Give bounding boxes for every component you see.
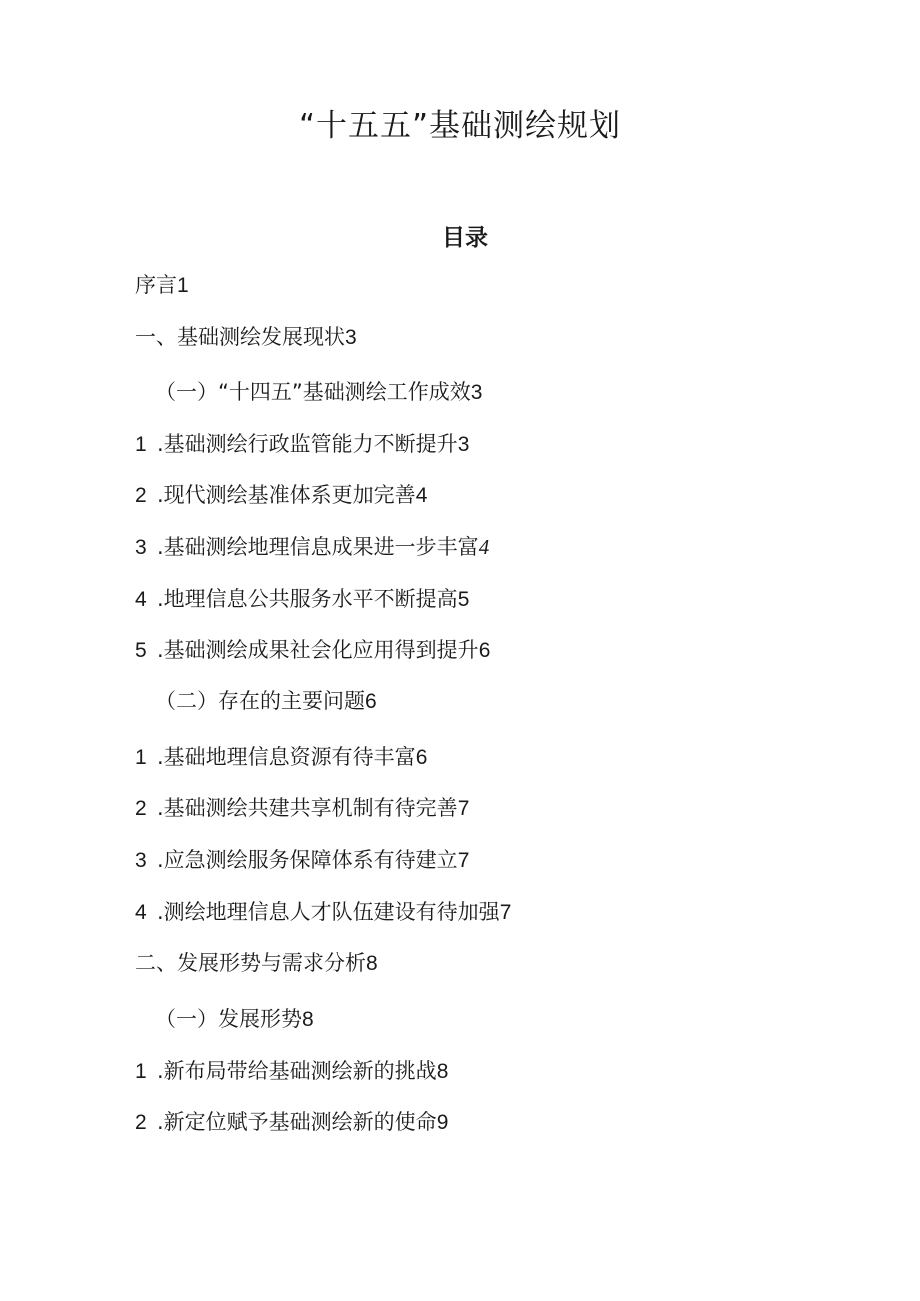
toc-entry[interactable]: [135, 584, 469, 615]
toc-entry-page-number: 7: [499, 901, 512, 924]
toc-entry-number: 5: [135, 639, 147, 662]
toc-entry[interactable]: [135, 948, 378, 979]
toc-entry-number: 2: [135, 484, 147, 507]
toc-entry[interactable]: [135, 793, 469, 824]
toc-entry[interactable]: [135, 897, 511, 928]
toc-entry-page-number: 8: [436, 1060, 449, 1083]
toc-entry-number: 2: [135, 797, 147, 820]
toc-entry[interactable]: [155, 377, 482, 408]
toc-entry-text: .基础测绘地理信息成果进一步丰富: [157, 535, 479, 559]
toc-entry-page-number: 6: [365, 690, 377, 713]
toc-entry-text: .新定位赋予基础测绘新的使命: [157, 1110, 437, 1134]
toc-entry-page-number: 5: [457, 588, 470, 611]
toc-entry[interactable]: [135, 1107, 448, 1138]
toc-entry-text: 序言: [135, 273, 177, 297]
toc-entry-number: 4: [135, 901, 147, 924]
toc-entry-text: .测绘地理信息人才队伍建设有待加强: [157, 900, 500, 924]
toc-entry-page-number: 8: [366, 952, 378, 975]
toc-entry-text: .应急测绘服务保障体系有待建立: [157, 848, 458, 872]
toc-entry-page-number: 1: [177, 274, 189, 297]
toc-entry-page-number: 4: [415, 484, 428, 507]
toc-entry-text: .基础测绘共建共享机制有待完善: [157, 796, 458, 820]
toc-entry-page-number: 3: [457, 433, 470, 456]
toc-entry-text: .地理信息公共服务水平不断提高: [157, 587, 458, 611]
toc-entry[interactable]: [135, 429, 469, 460]
toc-entry-text: .新布局带给基础测绘新的挑战: [157, 1059, 437, 1083]
toc-entry[interactable]: [135, 845, 469, 876]
toc-entry-page-number: 9: [436, 1111, 449, 1134]
toc-entry-text: 一、基础测绘发展现状: [135, 325, 345, 349]
toc-entry[interactable]: [135, 322, 357, 353]
toc-entry-page-number: 3: [470, 381, 483, 404]
toc-entry-number: 3: [135, 849, 147, 872]
toc-entry-text: .基础测绘成果社会化应用得到提升: [157, 638, 479, 662]
toc-entry-text: （一）“十四五”基础测绘工作成效: [155, 380, 471, 404]
toc-entry-number: 3: [135, 536, 147, 559]
toc-entry-number: 2: [135, 1111, 147, 1134]
toc-entry-page-number: 7: [457, 797, 470, 820]
toc-entry-page-number: 6: [415, 746, 428, 769]
toc-entry[interactable]: [135, 270, 189, 301]
toc-entry[interactable]: [135, 532, 489, 563]
toc-entry[interactable]: [155, 1004, 314, 1035]
toc-entry[interactable]: [135, 635, 490, 666]
toc-entry-number: 1: [135, 433, 147, 456]
toc-entry-text: 二、发展形势与需求分析: [135, 951, 366, 975]
toc-entry-text: （二）存在的主要问题: [155, 689, 365, 713]
toc-entry-number: 1: [135, 746, 147, 769]
toc-entry[interactable]: [155, 686, 377, 717]
toc-entry-text: （一）发展形势: [155, 1007, 302, 1031]
toc-entry-number: 1: [135, 1060, 147, 1083]
toc-entry-text: .基础测绘行政监管能力不断提升: [157, 432, 458, 456]
toc-entry-page-number: 4: [478, 535, 490, 559]
toc-entry-page-number: 8: [302, 1008, 314, 1031]
toc-entry[interactable]: [135, 742, 427, 773]
toc-entry-page-number: 7: [457, 849, 470, 872]
toc-entry-page-number: 6: [478, 639, 491, 662]
toc-entry[interactable]: [135, 1056, 448, 1087]
document-title: “十五五”基础测绘规划: [298, 108, 622, 144]
toc-entry-text: .基础地理信息资源有待丰富: [157, 745, 416, 769]
toc-entry-text: .现代测绘基准体系更加完善: [157, 483, 416, 507]
toc-entry-page-number: 3: [345, 326, 357, 349]
toc-entry-number: 4: [135, 588, 147, 611]
toc-entry[interactable]: [135, 480, 427, 511]
toc-heading: 目录: [442, 225, 488, 251]
